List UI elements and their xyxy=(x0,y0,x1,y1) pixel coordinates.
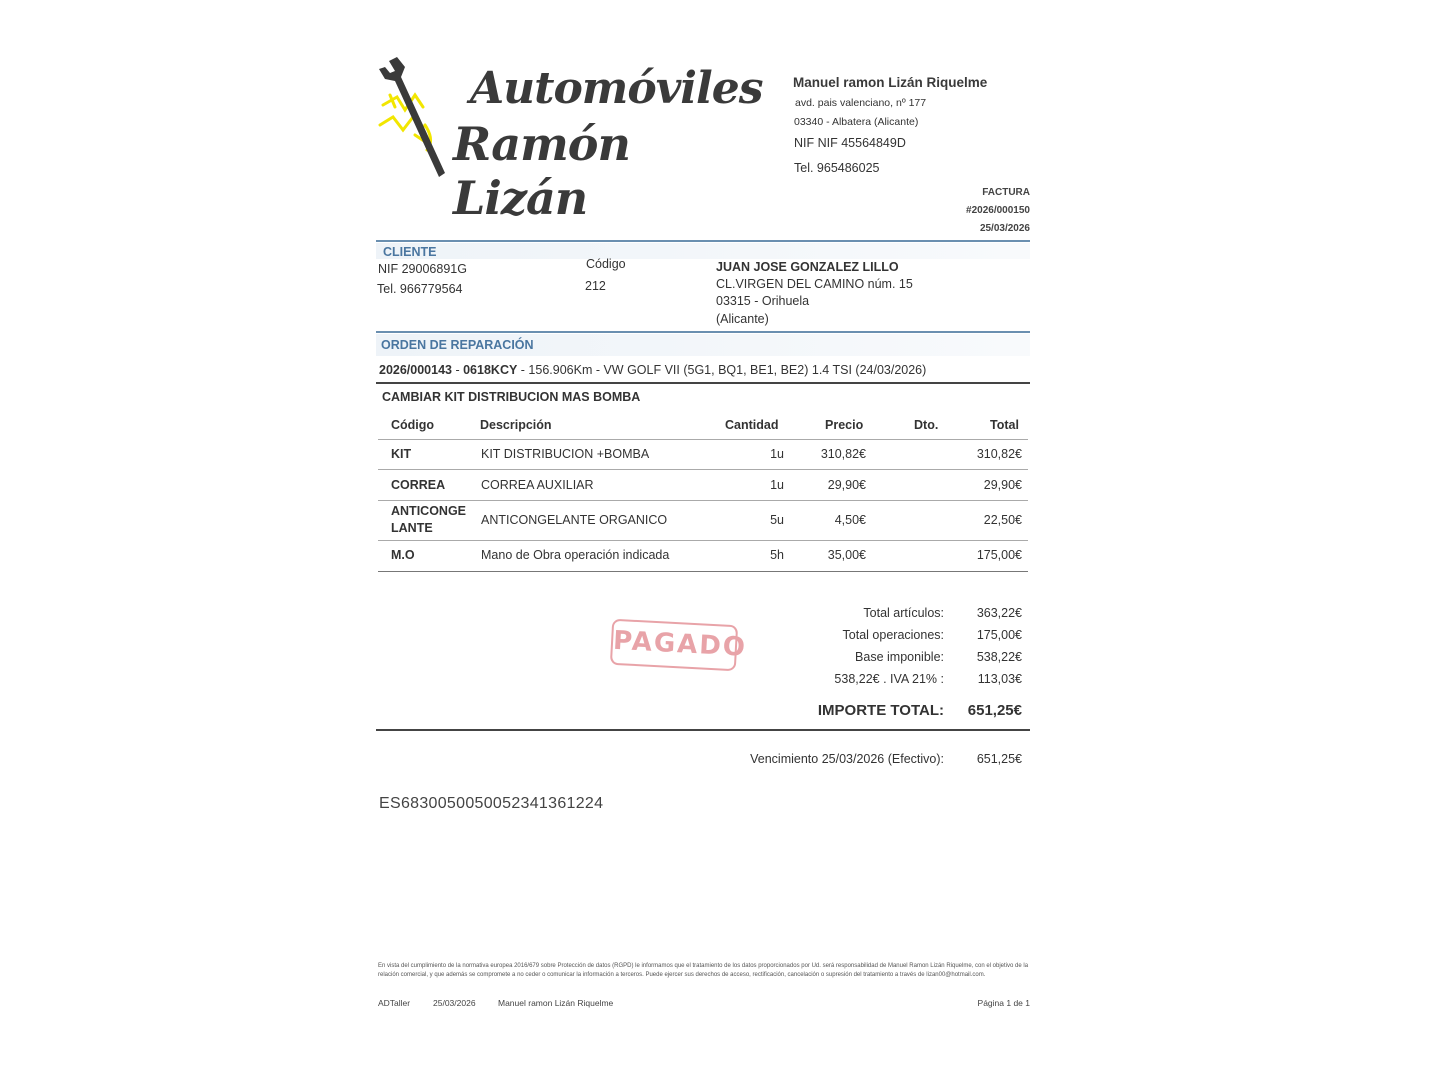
grand-total-value: 651,25€ xyxy=(967,702,1022,719)
row-price: 4,50€ xyxy=(834,513,866,527)
company-nif: NIF NIF 45564849D xyxy=(794,136,906,150)
order-line xyxy=(379,363,926,377)
order-separator: - xyxy=(452,363,464,377)
footer-owner: Manuel ramon Lizán Riquelme xyxy=(498,998,614,1008)
total-articles-value: 363,22€ xyxy=(976,606,1022,620)
row-divider xyxy=(378,571,1028,572)
col-header-total: Total xyxy=(990,418,1019,432)
total-operations-label: Total operaciones: xyxy=(842,628,944,642)
iban: ES6830050050052341361224 xyxy=(379,795,604,812)
row-description: ANTICONGELANTE ORGANICO xyxy=(481,513,668,527)
row-divider xyxy=(378,540,1028,541)
col-header-code: Código xyxy=(391,418,435,432)
order-plate: 0618KCY xyxy=(463,363,518,377)
logo-line2: Ramón Lizán xyxy=(453,117,630,225)
row-code: M.O xyxy=(391,548,415,562)
invoice-date: 25/03/2026 xyxy=(979,223,1030,234)
paid-stamp: PAGADO xyxy=(610,619,738,672)
col-header-price: Precio xyxy=(825,418,864,432)
row-quantity: 5h xyxy=(770,548,784,562)
iva-value: 113,03€ xyxy=(977,672,1022,686)
row-total: 175,00€ xyxy=(976,548,1022,562)
order-section-title: ORDEN DE REPARACIÓN xyxy=(381,338,534,352)
row-code: CORREA xyxy=(391,478,446,492)
client-header-bg xyxy=(376,243,1030,259)
invoice-label: FACTURA xyxy=(982,187,1030,198)
client-code-value: 212 xyxy=(585,279,606,293)
grand-total-label: IMPORTE TOTAL: xyxy=(817,702,944,719)
footer-software: ADTaller xyxy=(378,998,411,1008)
company-address2: 03340 - Albatera (Alicante) xyxy=(794,116,919,128)
row-divider xyxy=(378,439,1028,440)
footer-date: 25/03/2026 xyxy=(433,998,476,1008)
company-tel: Tel. 965486025 xyxy=(794,161,880,175)
company-address1: avd. pais valenciano, nº 177 xyxy=(795,97,927,109)
row-price: 29,90€ xyxy=(827,478,866,492)
client-nif: NIF 29006891G xyxy=(378,262,467,276)
row-quantity: 1u xyxy=(770,478,784,492)
due-value: 651,25€ xyxy=(976,752,1022,766)
logo-line1: Automóviles xyxy=(470,63,763,114)
row-code-line2: LANTE xyxy=(391,521,433,535)
total-articles-label: Total artículos: xyxy=(863,606,944,620)
client-address1: CL.VIRGEN DEL CAMINO núm. 15 xyxy=(716,277,913,291)
client-code-label: Código xyxy=(586,257,626,271)
row-description: CORREA AUXILIAR xyxy=(481,478,594,492)
client-section-title: CLIENTE xyxy=(383,245,437,259)
col-header-quantity: Cantidad xyxy=(725,418,779,432)
row-description: KIT DISTRIBUCION +BOMBA xyxy=(481,447,650,461)
total-operations-value: 175,00€ xyxy=(976,628,1022,642)
base-value: 538,22€ xyxy=(976,650,1022,664)
col-header-description: Descripción xyxy=(480,418,552,432)
invoice-meta xyxy=(966,184,1030,238)
due-label: Vencimiento 25/03/2026 (Efectivo): xyxy=(750,752,944,766)
row-code-line1: ANTICONGE xyxy=(391,504,466,518)
client-tel: Tel. 966779564 xyxy=(377,282,463,296)
iva-label: 538,22€ . IVA 21% : xyxy=(834,672,944,686)
company-info xyxy=(793,75,988,175)
col-header-discount: Dto. xyxy=(914,418,939,432)
row-code: KIT xyxy=(391,447,412,461)
invoice-number: #2026/000150 xyxy=(966,205,1030,216)
footer-page: Página 1 de 1 xyxy=(977,998,1030,1008)
divider xyxy=(376,331,1030,333)
order-details: - 156.906Km - VW GOLF VII (5G1, BQ1, BE1, BE2) 1.4 TSI (24/03/2026) xyxy=(517,363,927,377)
row-divider xyxy=(378,469,1028,470)
job-title: CAMBIAR KIT DISTRIBUCION MAS BOMBA xyxy=(382,390,641,404)
row-quantity: 1u xyxy=(770,447,784,461)
row-divider xyxy=(378,500,1028,501)
company-logo xyxy=(375,55,763,225)
row-quantity: 5u xyxy=(770,513,784,527)
row-total: 22,50€ xyxy=(983,513,1022,527)
client-address3: (Alicante) xyxy=(716,312,769,326)
client-name: JUAN JOSE GONZALEZ LILLO xyxy=(716,260,899,274)
order-number: 2026/000143 xyxy=(379,363,452,377)
client-address2: 03315 - Orihuela xyxy=(716,294,810,308)
company-name: Manuel ramon Lizán Riquelme xyxy=(793,75,988,90)
row-description: Mano de Obra operación indicada xyxy=(481,548,670,562)
row-price: 35,00€ xyxy=(827,548,866,562)
divider xyxy=(376,729,1030,731)
divider xyxy=(376,382,1030,384)
row-total: 29,90€ xyxy=(983,478,1022,492)
row-total: 310,82€ xyxy=(976,447,1022,461)
divider xyxy=(376,240,1030,242)
legal-notice: En vista del cumplimiento de la normativa europea 2016/679 sobre Protección de datos (RGPD) le informamos que el tratamiento de los datos proporcionados por Ud. será responsabilidad de Manuel Ramon Lizán Riquelme, con el objetivo de la relación comercial, y que además se compromete a no ceder o comunicar la información a terceros. Puede ejercer sus derechos de acceso, rectificación, cancelación o supresión del tratamiento a través de lizan00@hotmail.com. xyxy=(378,963,1029,978)
row-price: 310,82€ xyxy=(820,447,866,461)
base-label: Base imponible: xyxy=(855,650,944,664)
